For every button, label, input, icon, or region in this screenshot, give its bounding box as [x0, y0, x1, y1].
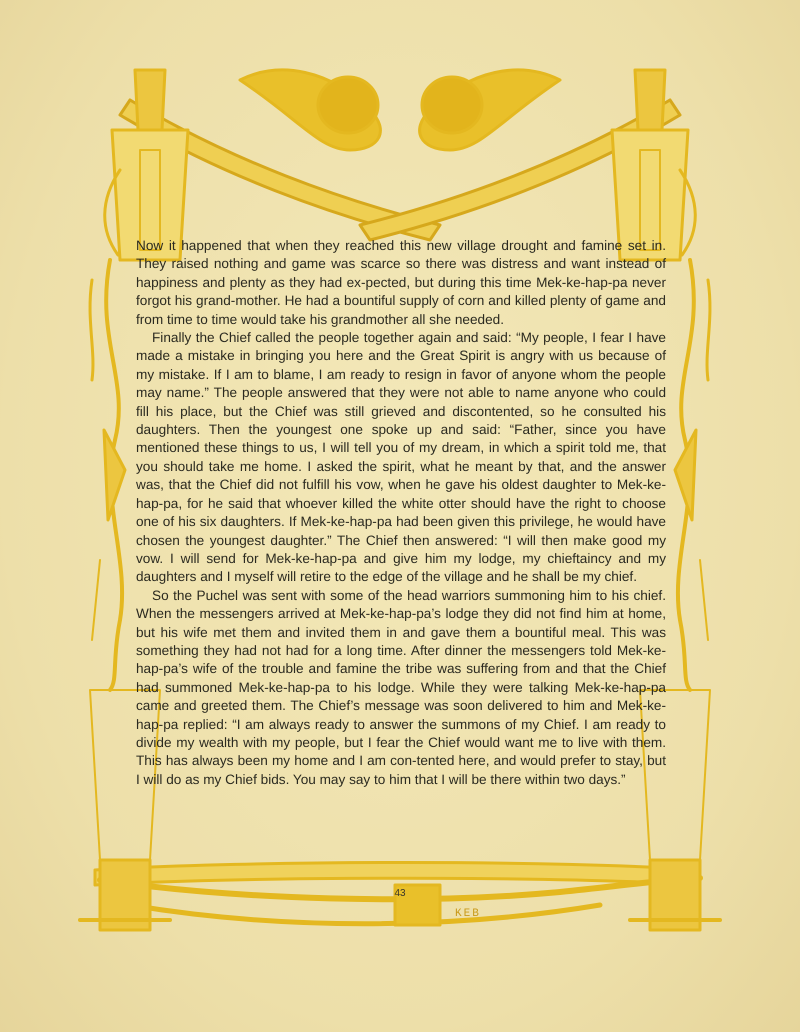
- paragraph-3: So the Puchel was sent with some of the head warriors summoning him to his chief. When the messengers arrived at Mek-ke-hap-pa’s lodge they did not find him at home, but his wife met them and invited them in and gave them a bountiful meal. This was something they had not had for a long time. After dinner the messengers told Mek-ke-hap-pa’s wife of the trouble and famine the tribe was suffering from and that the Chief had summoned Mek-ke-hap-pa to his lodge. While they were talking Mek-ke-hap-pa came and greeted them. The Chief’s message was soon delivered to him and Mek-ke-hap-pa replied: “I am always ready to answer the summons of my Chief. I am ready to divide my wealth with my people, but I fear the Chief would want me to live with them. This has always been my home and I am con-tented here, and would prefer to stay, but I will do as my Chief bids. You may say to him that I will be there within two days.”: [136, 587, 666, 787]
- right-feather-streamer-icon: [675, 260, 710, 690]
- story-text: [136, 237, 666, 789]
- page-number: 43: [394, 888, 406, 899]
- left-feather-streamer-icon: [90, 260, 125, 690]
- paragraph-1: Now it happened that when they reached this new village drought and famine set in. They raised nothing and game was scarce so there was distress and want instead of happiness and plenty as they had ex-pected, but during this time Mek-ke-hap-pa never forgot his grand-mother. He had a bountiful supply of corn and killed plenty of game and from time to time would take his grandmother all she needed.: [136, 238, 666, 327]
- artist-signature: KEB: [455, 908, 481, 920]
- paragraph-2: Finally the Chief called the people together again and said: “My people, I fear I have made a mistake in bringing you here and the Great Spirit is angry with us because of my mistake. If I am to blame, I am ready to resign in favor of anyone whom the people may name.” The people answered that they were not able to name anyone who could fill his place, but the Chief was still grieved and discontented, so he consulted his daughters. Then the youngest one spoke up and said: “Father, since you have mentioned these things to us, I will tell you of my dream, in which a spirit told me, that you should take me home. I asked the spirit, what he meant by that, and the answer was, that the Chief did not fulfill his vow, when he gave his oldest daughter to Mek-ke-hap-pa, for he said that whoever killed the white otter should have the right to choose one of his six daughters. If Mek-ke-hap-pa had been given this privilege, he would have chosen the youngest daughter.” The Chief then answered: “I will then make good my vow. I will send for Mek-ke-hap-pa and give him my lodge, my chieftaincy and my daughters and I myself will retire to the edge of the village and he shall be my chief.: [136, 330, 666, 585]
